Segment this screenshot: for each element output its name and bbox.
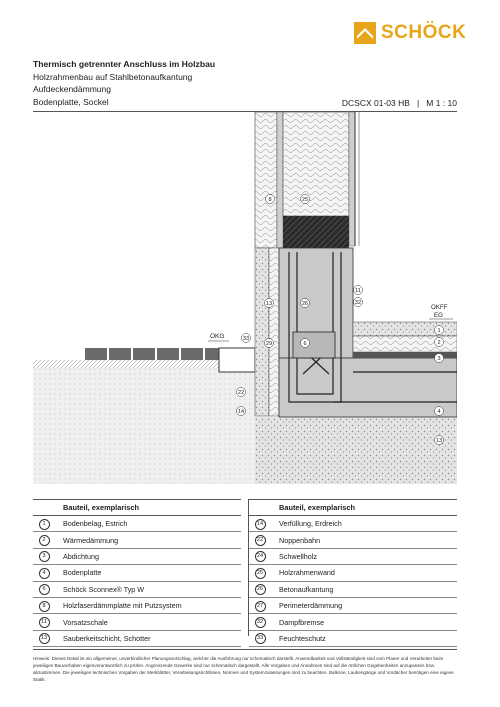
gravel-bed xyxy=(255,417,457,484)
subtitle-line-3: Aufdeckendämmung xyxy=(33,84,111,94)
facing-shell xyxy=(255,248,269,416)
legend-row: 25 Holzrahmenwand xyxy=(249,565,457,581)
page-title: Thermisch getrennter Anschluss im Holzbau xyxy=(33,59,216,69)
legend-row: 4 Bodenplatte xyxy=(33,565,241,581)
sill-beam xyxy=(283,216,349,248)
brand-name: SCHÖCK xyxy=(381,22,467,43)
subtitle-line-4: Bodenplatte, Sockel xyxy=(33,97,109,107)
legend-row: 14 Verfüllung, Erdreich xyxy=(249,516,457,532)
timber-frame-wall xyxy=(283,112,349,216)
sconnex-element xyxy=(293,332,335,358)
svg-text:22: 22 xyxy=(237,390,245,396)
subtitle-line-2: Holzrahmenbau auf Stahlbetonaufkantung xyxy=(33,72,193,82)
label-eg: EG xyxy=(434,312,443,319)
legend-right-column xyxy=(249,499,457,647)
svg-text:13: 13 xyxy=(265,301,273,307)
soil-fill xyxy=(33,368,255,484)
legend-row: 6 Schöck Sconnex® Typ W xyxy=(33,582,241,598)
legend-row: 1 Bodenbelag, Estrich xyxy=(33,516,241,532)
legend-row: 11 Vorsatzschale xyxy=(33,614,241,630)
legend-row: 2 Wärmedämmung xyxy=(33,532,241,548)
svg-text:8: 8 xyxy=(268,197,272,203)
legend-right-header: Bauteil, exemplarisch xyxy=(249,499,457,516)
section-drawing xyxy=(33,112,457,484)
label-okg: OKG xyxy=(210,333,225,340)
svg-text:2: 2 xyxy=(437,340,441,346)
legend-row: 8 Holzfaserdämmplatte mit Putzsystem xyxy=(33,598,241,614)
legend-row: 22 Noppenbahn xyxy=(249,532,457,548)
svg-text:14: 14 xyxy=(237,409,245,415)
svg-text:6: 6 xyxy=(303,341,307,347)
svg-text:25: 25 xyxy=(301,197,309,203)
svg-text:4: 4 xyxy=(437,409,441,415)
svg-text:13: 13 xyxy=(435,438,443,444)
detail-code: DCSCX 01-03 HB | M 1 : 10 xyxy=(341,98,457,108)
legend-row: 13 Sauberkeitschicht, Schotter xyxy=(33,631,241,647)
facade-insulation-upper xyxy=(255,112,277,248)
svg-text:33: 33 xyxy=(242,336,250,342)
svg-text:26: 26 xyxy=(301,301,309,307)
legend-left-column xyxy=(33,499,241,647)
schoeck-logo xyxy=(354,22,466,44)
schoeck-logo-mark-icon xyxy=(354,22,376,44)
svg-text:11: 11 xyxy=(355,288,361,294)
floor-slab xyxy=(279,358,457,417)
legend-row: 24 Schwellholz xyxy=(249,549,457,565)
legend-row: 33 Feuchteschutz xyxy=(249,631,457,647)
legend-row: 27 Perimeterdämmung xyxy=(249,598,457,614)
label-okff: OKFF xyxy=(431,304,448,311)
footer-rule xyxy=(33,649,457,650)
svg-text:29: 29 xyxy=(265,341,273,347)
svg-text:32: 32 xyxy=(354,300,362,306)
legend-row: 32 Dampfbremse xyxy=(249,614,457,630)
disclaimer-note: Hinweis: Dieses Detail ist ein allgemeiner, unverbindlicher Planungsvorschlag, welcher die Ausführung nur schematisch darstellt. Anwendbarkeit und Vollständigkeit sind vom Planer und Verarbeiter beim jeweiligen Bauvorhaben eigenverantwortlich zu prüfen. Angrenzende Gewerke sind nur schematisch dargestellt. Alle Vorgaben und Annahmen sind auf die örtlichen Gegebenheiten anzupassen bzw. abzustimmen. Die jeweiligen technischen Vorgaben der Merkblätter, Verarbeitungsrichtlinien, Normen und Systemzulassungen sind zu beachten. Balkone, Laubengänge und Vordächer benötigen eine eigene Statik. xyxy=(33,656,454,682)
legend-row: 26 Betonaufkantung xyxy=(249,582,457,598)
legend-left-header: Bauteil, exemplarisch xyxy=(33,499,241,516)
svg-text:3: 3 xyxy=(437,356,441,362)
svg-text:1: 1 xyxy=(437,328,441,334)
legend-row: 3 Abdichtung xyxy=(33,549,241,565)
